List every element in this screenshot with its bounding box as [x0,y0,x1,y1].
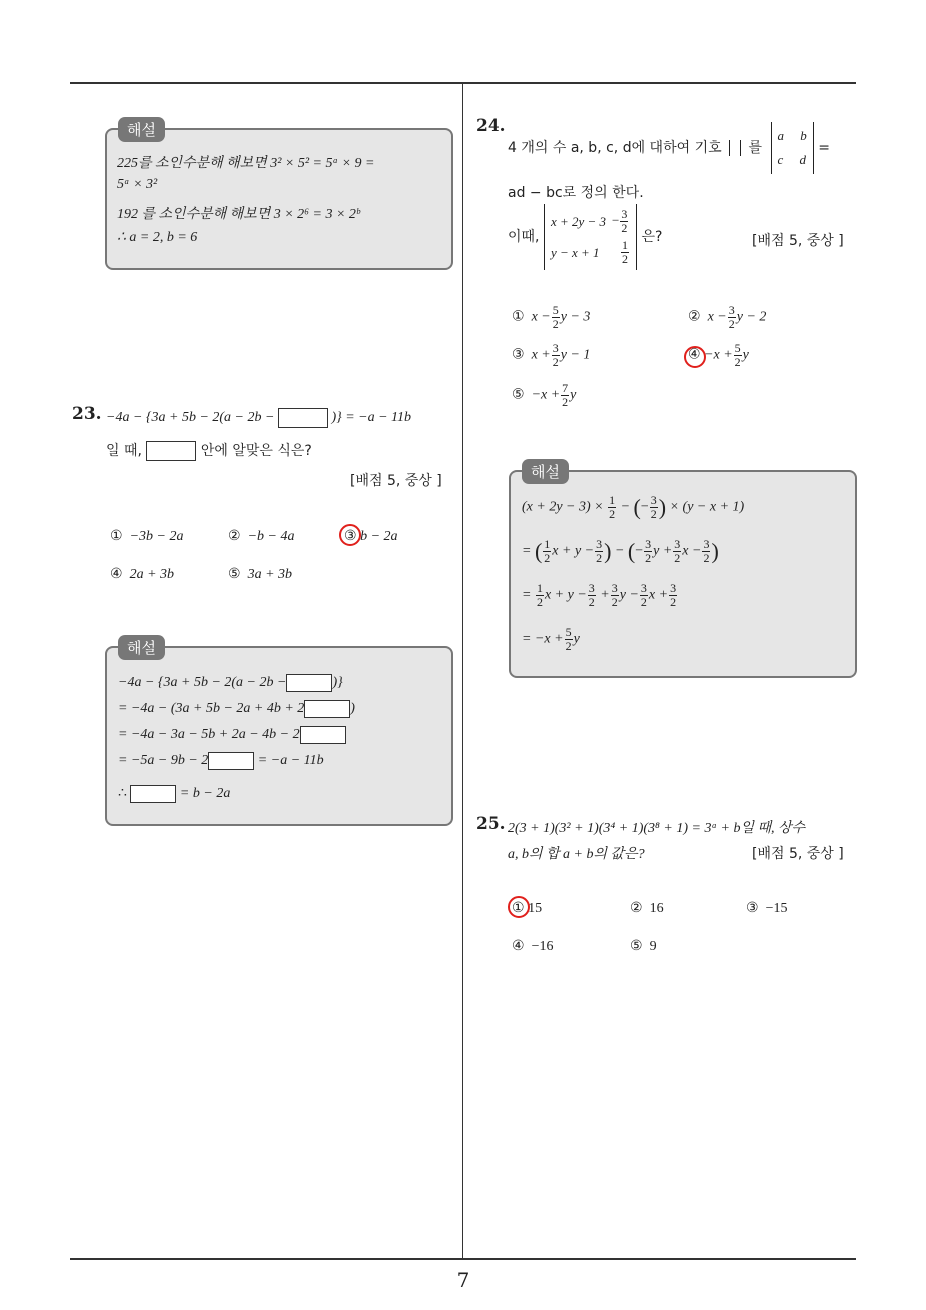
q25-choice-1-num: ① [512,901,525,916]
q25-choice-4[interactable] [512,938,553,955]
q23-sol-1a: −4a − {3a + 5b − 2(a − 2b − [118,675,287,691]
q24-choice-5-num: ⑤ [512,387,525,403]
q24-sol-3-f4 [640,582,648,609]
q24-detq-d [621,239,629,266]
q23-choice-2[interactable] [228,528,294,545]
q24-choice-2-frac [728,304,736,331]
q24-det-c: c [777,152,784,167]
q23-number: 23. [72,404,102,424]
q24-sol-2-f5 [702,538,710,565]
q23-choice-2-num: ② [228,529,241,544]
q23-sol-blank-2 [304,700,350,718]
q24-sol-3-f5 [669,582,677,609]
q24-sol-3-f4-den: 2 [640,595,647,609]
q24-sol-3d: y − [619,587,639,603]
q24-sol-1-half-num: 1 [609,493,616,507]
q24-choice-4-frac-den: 2 [734,355,741,369]
q24-choice-5-frac-den: 2 [562,395,569,409]
q24-sol-2a: = [522,543,532,559]
q23-question-text [106,440,312,461]
q24-sol-3-f1 [536,582,544,609]
q24-sol-3-f2-num: 3 [588,581,595,595]
q25-choice-5-num: ⑤ [630,939,643,954]
q24-sol-1a: (x + 2y − 3) × [522,499,604,515]
q22-sol-line-4: ∴ a = 2, b = 6 [117,230,198,245]
q22-solution-tag: 해설 [118,117,165,142]
q24-choice-3-pre: x + [531,347,551,363]
q24-choice-1-post: y − 3 [560,309,591,325]
q23-solution-tag: 해설 [118,635,165,660]
q24-points: [배점 5, 중상 ] [752,233,844,249]
q23-sol-line-2 [118,700,355,718]
column-divider [462,84,463,1258]
q23-choice-1-value: −3b − 2a [129,529,184,544]
q24-sol-2c: − [614,543,625,559]
q23-sol-3a: = −4a − 3a − 5b + 2a − 4b − 2 [118,727,300,743]
q25-choice-1-value: 15 [528,901,543,916]
q24-sol-1-half [608,494,616,521]
q24-choice-2-frac-den: 2 [728,317,735,331]
q24-det-definition [771,122,814,174]
q24-sol-4a: = −x + [522,631,564,647]
q24-sol-3e: x + [648,587,669,603]
q24-sol-3-f5-num: 3 [670,581,677,595]
q25-choice-3-num: ③ [746,901,759,916]
q24-sol-2-f2-den: 2 [596,551,603,565]
q24-choice-3[interactable] [512,342,590,369]
q24-sol-2d: y + [653,543,673,559]
q24-sol-3-f1-num: 1 [536,581,543,595]
q24-detq-b-den: 2 [621,221,628,235]
q22-sol-line-3: 192 를 소인수분해 해보면 3 × 2⁶ = 3 × 2ᵇ [117,207,360,222]
q24-sol-3-f3-num: 3 [611,581,618,595]
q24-choice-2-post: y − 2 [736,309,767,325]
q24-choice-1-frac-den: 2 [552,317,559,331]
q24-sol-3-f5-den: 2 [670,595,677,609]
q23-text-1: 일 때, [106,443,142,459]
q24-choice-3-num: ③ [512,347,525,363]
top-rule [70,82,856,84]
q24-sol-4-frac [565,626,573,653]
q25-choice-2-value: 16 [649,901,664,916]
q25-choice-4-value: −16 [531,939,554,954]
q24-choice-5-frac [561,382,569,409]
q24-choice-5[interactable] [512,382,576,409]
q24-sol-3a: = [522,587,532,603]
q24-detq-a: x + 2y − 3 [550,213,607,229]
q24-sol-line-2: = ( $\frac{1}{2}$ x + y − $\frac{3}{2}$ ) − (− $\frac{3}{2}$ y + $\frac{3}{2}$ x − $\frac{3}{2}$ ) [522,537,719,565]
q24-choice-4-frac [734,342,742,369]
q23-sol-4a: = −5a − 9b − 2 [118,753,209,769]
q25-choice-2-num: ② [630,901,643,916]
q23-choice-4-num: ④ [110,567,123,582]
q24-solution-tag: 해설 [522,459,569,484]
q24-choice-1-frac-num: 5 [552,303,559,317]
q23-choice-5-value: 3a + 3b [247,567,293,582]
q24-sol-2e: x − [682,543,702,559]
q24-sol-2-neg: − [635,543,644,559]
q22-solution-box [105,128,453,270]
q23-sol-blank-4 [208,752,254,770]
q25-text-2: a, b의 합 a + b의 값은? [508,847,645,862]
q24-question [508,204,662,270]
q24-sol-2-f1 [543,538,551,565]
q24-sol-3-f3 [611,582,619,609]
q24-sol-2-f4-den: 2 [674,551,681,565]
q24-detq-b [620,208,628,235]
q23-choice-3-num: ③ [344,529,357,544]
q24-sol-2-f5-num: 3 [703,537,710,551]
q24-detq-b-sign: − [612,212,620,228]
q23-sol-blank-3 [300,726,346,744]
q24-sol-3-f1-den: 2 [536,595,543,609]
q24-sol-4-frac-num: 5 [565,625,572,639]
q23-sol-5a: ∴ [118,786,127,802]
q24-sol-1b: − [620,499,631,515]
q24-number: 24. [476,116,506,136]
q24-sol-1-frac [650,494,658,521]
q24-choice-3-post: y − 1 [560,347,591,363]
q24-sol-2-f3 [644,538,652,565]
q24-det-b: b [800,128,807,143]
q24-sol-4-frac-den: 2 [565,639,572,653]
q24-answer-mark [684,346,706,368]
q23-sol-blank-1 [286,674,332,692]
q24-det-question [544,204,637,270]
q24-sol-2-f1-den: 2 [544,551,551,565]
q25-number: 25. [476,814,506,834]
page-number: 7 [456,1268,470,1292]
q22-sol-line-1: 225를 소인수분해 해보면 3² × 5² = 5ᵃ × 9 = [117,156,375,171]
q24-sol-2-f4-num: 3 [674,537,681,551]
q24-sol-1c: × (y − x + 1) [669,499,745,515]
q24-choice-2-pre: x − [707,309,727,325]
q22-sol-line-2: 5ᵃ × 3² [117,177,158,192]
q23-expr-left: −4a − {3a + 5b − 2(a − 2b − [106,410,275,426]
q24-det-a: a [777,128,785,143]
q24-sol-3-f2-den: 2 [588,595,595,609]
q24-detq-d-den: 2 [622,252,629,266]
q25-text-1: 2(3 + 1)(3² + 1)(3⁴ + 1)(3⁸ + 1) = 3ᵃ + b일 때, 상수 [508,821,806,836]
q24-choice-5-pre: −x + [531,387,561,403]
q24-text-1a: 4 개의 수 a, b, c, d에 대하여 기호 [508,140,722,156]
q24-sol-2-f1-num: 1 [544,537,551,551]
q24-choice-5-post: y [570,387,577,403]
q25-answer-mark [508,896,530,918]
q25-choice-3[interactable] [746,900,787,917]
q23-sol-line-1 [118,674,343,692]
q24-choice-1-pre: x − [531,309,551,325]
q23-sol-line-4 [118,752,324,770]
q24-choice-3-frac [552,342,560,369]
q23-choice-4[interactable] [110,566,174,583]
q24-choice-1-num: ① [512,309,525,325]
q23-choice-1-num: ① [110,529,123,544]
q24-detq-b-num: 3 [621,207,628,221]
q24-sol-1-half-den: 2 [609,507,616,521]
q24-sol-line-3 [522,582,678,609]
q24-choice-1-frac [552,304,560,331]
q24-sol-1-neg: − [640,499,649,515]
q23-choice-5[interactable] [228,566,292,583]
q24-sol-line-1: (x + 2y − 3) × $\frac{1}{2}$ − (− $\frac{3}{2}$ ) × (y − x + 1) [522,493,745,521]
q24-choice-3-frac-num: 3 [552,341,559,355]
q23-sol-1b: )} [332,675,343,691]
q24-sol-3c: + [600,587,610,603]
q24-detq-c: y − x + 1 [550,244,600,260]
q24-text-3a: 이때, [508,229,540,245]
q23-expression [106,408,411,428]
q24-choice-3-frac-den: 2 [552,355,559,369]
q23-points: [배점 5, 중상 ] [350,473,442,489]
q24-text-1b: 를 [748,140,763,156]
q23-answer-mark [339,524,361,546]
q23-sol-5b: = b − 2a [179,786,231,802]
q24-sol-line-4 [522,626,580,653]
q24-sol-2-f3-den: 2 [645,551,652,565]
q23-choice-4-value: 2a + 3b [129,567,175,582]
q24-sol-1-frac-num: 3 [650,493,657,507]
q24-sol-2-f5-den: 2 [703,551,710,565]
bottom-rule [70,1258,856,1260]
q24-sol-1-frac-den: 2 [650,507,657,521]
q24-sol-2-f3-num: 3 [645,537,652,551]
q24-choice-5-frac-num: 7 [562,381,569,395]
q24-empty-bars [729,140,741,156]
q23-choice-3-value: b − 2a [360,529,398,544]
q23-choice-5-num: ⑤ [228,567,241,582]
q24-choice-4-frac-num: 5 [734,341,741,355]
q24-text-3b: 은? [641,229,663,245]
q23-choice-1[interactable] [110,528,183,545]
q23-sol-4b: = −a − 11b [257,753,324,769]
q25-choice-2[interactable] [630,900,664,917]
q24-text-2: ad − bc로 정의 한다. [508,185,644,201]
q25-points: [배점 5, 중상 ] [752,846,844,862]
q24-sol-2-f4 [673,538,681,565]
q24-choice-4-num: ④ [688,347,701,363]
q24-choice-2-num: ② [688,309,701,325]
q23-sol-line-5 [118,785,230,803]
q24-sol-3-f4-num: 3 [640,581,647,595]
q24-choice-4-post: y [742,347,749,363]
q24-choice-2-frac-num: 3 [728,303,735,317]
q24-sol-3-f3-den: 2 [611,595,618,609]
q23-expr-blank [278,408,328,428]
q23-text-2: 안에 알맞은 식은? [200,443,312,459]
q23-sol-line-3 [118,726,346,744]
q24-sol-4b: y [573,631,580,647]
q23-sol-blank-5 [130,785,176,803]
q23-expr-right: )} = −a − 11b [331,410,412,426]
q24-detq-d-num: 1 [622,238,629,252]
q24-det-d: d [799,152,807,167]
q23-sol-2a: = −4a − (3a + 5b − 2a + 4b + 2 [118,701,305,717]
q24-sol-2-f2 [595,538,603,565]
q25-choice-3-value: −15 [765,901,788,916]
q25-choice-5[interactable] [630,938,657,955]
q24-choice-1[interactable] [512,304,590,331]
q24-choice-4-pre: −x + [704,347,733,363]
q23-choice-2-value: −b − 4a [247,529,295,544]
q24-sol-2-f2-num: 3 [596,537,603,551]
q24-sol-3-f2 [588,582,596,609]
q24-choice-2[interactable] [688,304,766,331]
q23-sol-2b: ) [350,701,355,717]
q24-definition: 4 개의 수 a, b, c, d에 대하여 기호 를 a b c d = [508,122,830,174]
q24-sol-3b: x + y − [544,587,587,603]
q23-text-blank [146,441,196,461]
q25-choice-4-num: ④ [512,939,525,954]
q25-choice-5-value: 9 [649,939,657,954]
q24-sol-2b: x + y − [552,543,595,559]
